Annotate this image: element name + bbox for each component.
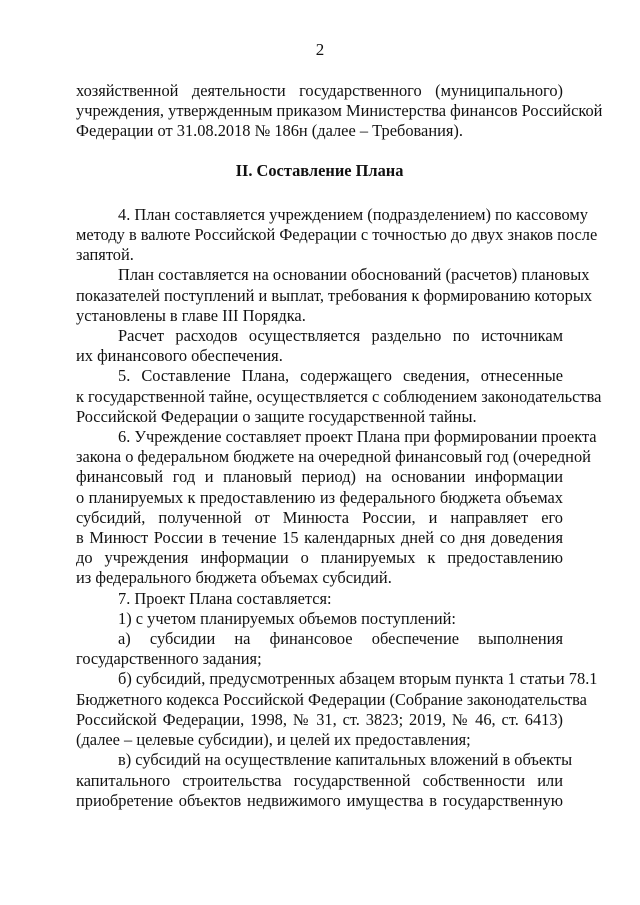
text-line: 4. План составляется учреждением (подразделением) по кассовому bbox=[118, 204, 588, 224]
text-line: в) субсидий на осуществление капитальных вложений в объекты bbox=[118, 750, 573, 770]
text-line: методу в валюте Российской Федерации с точностью до двух знаков после bbox=[76, 225, 598, 245]
paragraph bbox=[76, 427, 597, 589]
text-line: Российской Федерации о защите государственной тайны. bbox=[76, 406, 477, 426]
text-line: хозяйственной деятельности государственного (муниципального) bbox=[76, 81, 563, 100]
paragraph bbox=[76, 629, 563, 669]
text-line: к государственной тайне, осуществляется с соблюдением законодательства bbox=[76, 386, 602, 406]
paragraph bbox=[76, 750, 573, 811]
paragraph bbox=[76, 366, 602, 427]
text-line: (далее – целевые субсидии), и целей их предоставления; bbox=[76, 730, 471, 750]
paragraph bbox=[76, 589, 563, 609]
paragraph bbox=[76, 204, 598, 266]
text-line: запятой. bbox=[76, 245, 134, 265]
text-line: 7. Проект Плана составляется: bbox=[118, 588, 332, 608]
text-line: приобретение объектов недвижимого имущества в государственную bbox=[76, 790, 563, 810]
text-line: 6. Учреждение составляет проект Плана при формировании проекта bbox=[118, 427, 597, 447]
text-line: Расчет расходов осуществляется раздельно по источникам bbox=[118, 326, 563, 346]
text-line: Федерации от 31.08.2018 № 186н (далее – Требования). bbox=[76, 121, 463, 141]
text-line: капитального строительства государственной собственности или bbox=[76, 770, 563, 790]
text-line: из федерального бюджета объемах субсидий. bbox=[76, 568, 392, 588]
text-line: до учреждения информации о планируемых к предоставлению bbox=[76, 548, 563, 568]
text-line: Бюджетного кодекса Российской Федерации (Собрание законодательства bbox=[76, 689, 587, 709]
paragraph bbox=[76, 326, 563, 366]
text-line: учреждения, утвержденным приказом Министерства финансов Российской bbox=[76, 101, 603, 121]
text-line: их финансового обеспечения. bbox=[76, 346, 283, 366]
paragraph bbox=[76, 609, 563, 629]
text-line: в Минюст России в течение 15 календарных дней со дня доведения bbox=[76, 528, 563, 548]
document-body bbox=[76, 81, 603, 811]
text-line: Российской Федерации, 1998, № 31, ст. 3823; 2019, № 46, ст. 6413) bbox=[76, 709, 563, 729]
text-line: б) субсидий, предусмотренных абзацем вторым пункта 1 статьи 78.1 bbox=[118, 669, 598, 689]
text-line: 5. Составление Плана, содержащего сведения, отнесенные bbox=[118, 366, 563, 386]
paragraph bbox=[76, 265, 593, 326]
text-line: а) субсидии на финансовое обеспечение выполнения bbox=[118, 629, 563, 649]
text-line: закона о федеральном бюджете на очередной финансовый год (очередной bbox=[76, 447, 591, 467]
text-line: субсидий, полученной от Минюста России, и направляет его bbox=[76, 507, 563, 527]
text-line: показателей поступлений и выплат, требования к формированию которых bbox=[76, 285, 593, 305]
paragraph bbox=[76, 669, 598, 750]
text-line: План составляется на основании обоснований (расчетов) плановых bbox=[118, 265, 590, 285]
text-line: финансовый год и плановый период) на основании информации bbox=[76, 467, 563, 487]
text-line: о планируемых к предоставлению из федерального бюджета объемах bbox=[76, 487, 563, 507]
text-line: установлены в главе III Порядка. bbox=[76, 305, 306, 325]
text-line: 1) с учетом планируемых объемов поступлений: bbox=[118, 608, 456, 628]
section-heading: II. Составление Плана bbox=[235, 160, 404, 180]
text-line: государственного задания; bbox=[76, 649, 262, 669]
paragraph bbox=[76, 81, 603, 142]
page-number: 2 bbox=[315, 40, 325, 59]
